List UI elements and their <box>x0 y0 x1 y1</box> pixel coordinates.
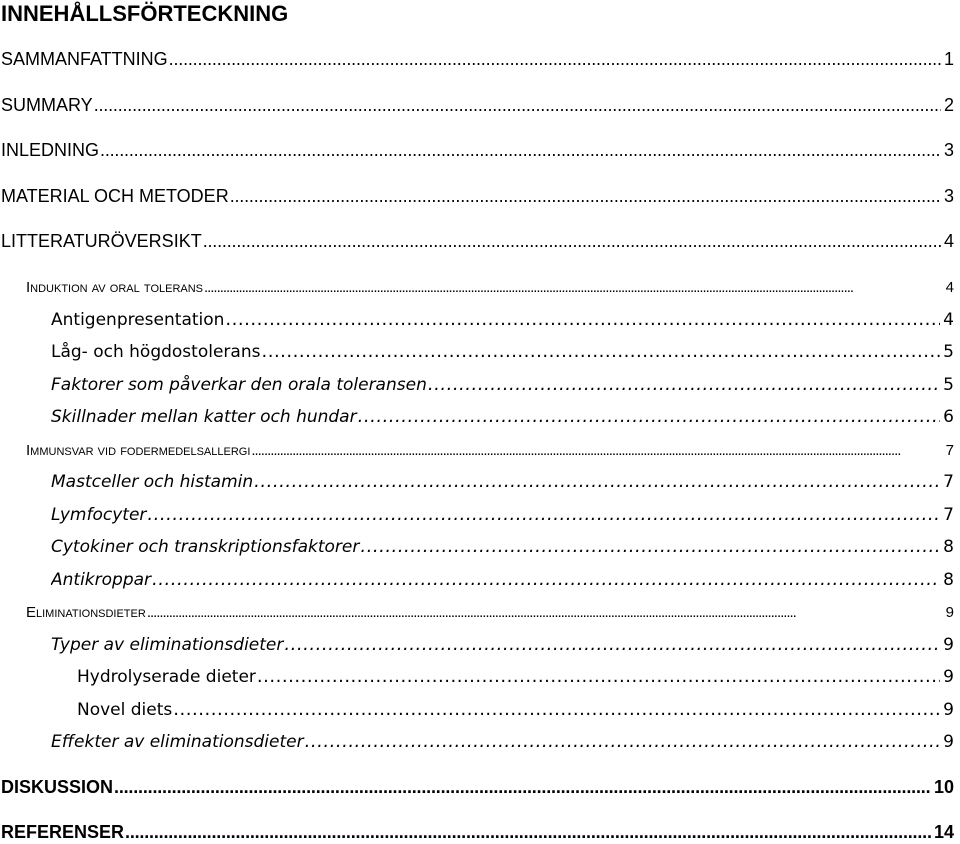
dot-leader <box>204 277 943 299</box>
dot-leader <box>152 568 940 592</box>
toc-entry-label: Induktion av oral tolerans <box>26 279 204 296</box>
toc-entry-label: Antigenpresentation <box>51 310 225 330</box>
toc-entry-label: Låg- och högdostolerans <box>51 342 261 362</box>
dot-leader <box>169 47 941 71</box>
toc-entry-antikroppar[interactable] <box>51 566 954 592</box>
dot-leader <box>257 665 940 689</box>
toc-entry-page: 3 <box>943 140 954 160</box>
toc-entry-lymfocyter[interactable] <box>51 501 954 527</box>
toc-entry-material-och-metoder[interactable] <box>1 182 954 208</box>
dot-leader <box>284 633 940 657</box>
toc-entry-label: LITTERATURÖVERSIKT <box>1 231 202 251</box>
dot-leader <box>251 440 942 462</box>
toc-entry-page: 9 <box>943 667 954 687</box>
dot-leader <box>147 503 940 527</box>
toc-entry-page: 4 <box>943 310 954 330</box>
toc-entry-label: Cytokiner och transkriptionsfaktorer <box>51 537 360 557</box>
toc-entry-diskussion[interactable] <box>1 773 954 799</box>
toc-entry-mastceller-och-histamin[interactable] <box>51 468 954 494</box>
toc-entry-page: 8 <box>943 570 954 590</box>
toc-entry-page: 10 <box>933 777 954 797</box>
dot-leader <box>100 138 941 162</box>
toc-entry-label: Hydrolyserade dieter <box>77 667 256 687</box>
toc-entry-effekter-av-eliminationsdieter[interactable] <box>51 728 954 754</box>
toc-entry-label: INLEDNING <box>1 140 100 160</box>
dot-leader <box>428 373 940 397</box>
toc-entry-novel-diets[interactable] <box>77 696 954 722</box>
toc-entry-page: 9 <box>945 604 954 621</box>
toc-entry-page: 6 <box>943 407 954 427</box>
dot-leader <box>305 730 941 754</box>
toc-entry-page: 5 <box>943 375 954 395</box>
toc-entry-hydrolyserade-dieter[interactable] <box>77 663 954 689</box>
toc-entry-immunsvar-vid-fodermedelsallergi[interactable] <box>26 436 954 462</box>
dot-leader <box>230 184 941 208</box>
toc-entry-label: REFERENSER <box>1 822 125 842</box>
toc-entry-label: Eliminationsdieter <box>26 604 146 621</box>
toc-entry-inledning[interactable] <box>1 136 954 162</box>
toc-entry-page: 4 <box>943 231 954 251</box>
toc-entry-page: 9 <box>943 635 954 655</box>
toc-entry-label: Antikroppar <box>51 570 152 590</box>
toc-entry-eliminationsdieter[interactable] <box>26 598 954 624</box>
toc-entry-cytokiner-och-transkriptionsfaktorer[interactable] <box>51 533 954 559</box>
toc-entry-label: Immunsvar vid fodermedelsallergi <box>26 442 251 459</box>
toc-entry-page: 14 <box>933 822 954 842</box>
toc-entry-faktorer-som-paverkar[interactable] <box>51 371 954 397</box>
toc-entry-lag-och-hogdostolerans[interactable] <box>51 338 954 364</box>
toc-entry-page: 4 <box>945 279 954 296</box>
toc-entry-label: Effekter av eliminationsdieter <box>51 732 304 752</box>
dot-leader <box>147 602 943 624</box>
toc-entry-typer-av-eliminationsdieter[interactable] <box>51 631 954 657</box>
toc-entry-page: 9 <box>943 732 954 752</box>
toc-entry-page: 1 <box>943 49 954 69</box>
dot-leader <box>125 820 931 844</box>
dot-leader <box>203 229 941 253</box>
toc-entry-page: 5 <box>943 342 954 362</box>
dot-leader <box>360 535 940 559</box>
toc-entry-litteraturoversikt[interactable] <box>1 227 954 253</box>
toc-entry-page: 8 <box>943 537 954 557</box>
toc-entry-page: 2 <box>943 95 954 115</box>
toc-entry-label: Skillnader mellan katter och hundar <box>51 407 357 427</box>
dot-leader <box>114 775 931 799</box>
toc-entry-sammanfattning[interactable] <box>1 45 954 71</box>
toc-entry-label: Mastceller och histamin <box>51 472 254 492</box>
toc-entry-label: SAMMANFATTNING <box>1 49 168 69</box>
dot-leader <box>94 93 941 117</box>
toc-entry-page: 9 <box>943 700 954 720</box>
toc-entry-label: MATERIAL OCH METODER <box>1 186 229 206</box>
toc-entry-induktion-av-oral-tolerans[interactable] <box>26 273 954 299</box>
document-title: INNEHÅLLSFÖRTECKNING <box>1 1 289 26</box>
toc-entry-page: 7 <box>945 442 954 459</box>
dot-leader <box>254 470 940 494</box>
toc-entry-label: Typer av eliminationsdieter <box>51 635 284 655</box>
toc-entry-summary[interactable] <box>1 91 954 117</box>
toc-entry-label: SUMMARY <box>1 95 93 115</box>
toc-entry-label: Faktorer som påverkar den orala toleransen <box>51 375 427 395</box>
toc-entry-page: 3 <box>943 186 954 206</box>
dot-leader <box>358 405 941 429</box>
toc-entry-label: Novel diets <box>77 700 173 720</box>
dot-leader <box>225 308 940 332</box>
toc-entry-label: Lymfocyter <box>51 505 147 525</box>
toc-entry-label: DISKUSSION <box>1 777 114 797</box>
toc-entry-antigenpresentation[interactable] <box>51 306 954 332</box>
toc-entry-skillnader-mellan-katter-och-hundar[interactable] <box>51 403 954 429</box>
toc-entry-referenser[interactable] <box>1 818 954 844</box>
toc-entry-page: 7 <box>943 472 954 492</box>
dot-leader <box>173 698 940 722</box>
dot-leader <box>261 340 940 364</box>
toc-entry-page: 7 <box>943 505 954 525</box>
